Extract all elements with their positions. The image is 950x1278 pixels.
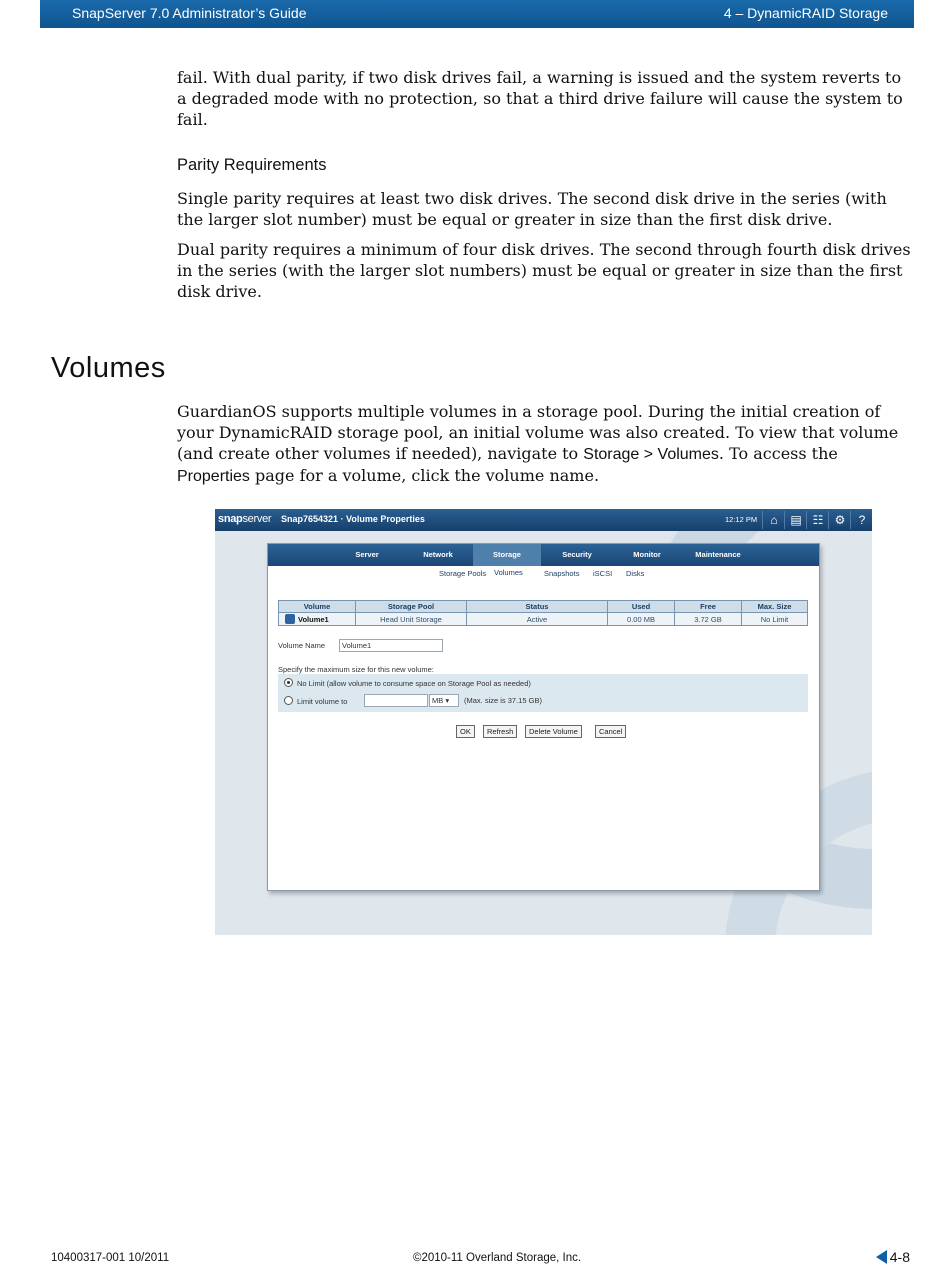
- unit-select[interactable]: MB ▾: [429, 694, 459, 707]
- refresh-button[interactable]: Refresh: [483, 725, 517, 738]
- col-status: Status: [467, 601, 608, 613]
- app-top-bar: [215, 509, 872, 531]
- volume-name-label: Volume Name: [278, 641, 326, 650]
- network-icon[interactable]: ☷: [806, 511, 829, 529]
- volume-name-input[interactable]: Volume1: [339, 639, 443, 652]
- subnav-volumes[interactable]: Volumes: [494, 568, 523, 577]
- volumes-table: [278, 600, 808, 626]
- app-title: Snap7654321 · Volume Properties: [281, 514, 425, 524]
- limit-volume-option[interactable]: Limit volume to: [284, 696, 347, 706]
- no-limit-option[interactable]: No Limit (allow volume to consume space on Storage Pool as needed): [284, 678, 531, 688]
- ok-button[interactable]: OK: [456, 725, 475, 738]
- header-guide-title: SnapServer 7.0 Administrator’s Guide: [72, 5, 307, 21]
- col-free: Free: [675, 601, 742, 613]
- paragraph-fail: [177, 67, 912, 139]
- storage-volumes-path: Storage > Volumes: [583, 446, 719, 463]
- page-number: 4-8: [876, 1249, 910, 1265]
- volumes-text-a: GuardianOS supports multiple volumes in a storage pool. During the initial creation of your DynamicRAID storage pool, an initial volume was also created. To view that volume (and create other volumes if needed), navigate to: [177, 402, 899, 463]
- subnav-storage-pools[interactable]: Storage Pools: [439, 569, 487, 578]
- delete-volume-button[interactable]: Delete Volume: [525, 725, 582, 738]
- paragraph-single-parity: Single parity requires at least two disk drives. The second disk drive in the series (with the larger slot number) must be equal or greater in size than the first disk drive.: [177, 189, 887, 229]
- radio-unselected-icon[interactable]: [284, 696, 293, 705]
- tab-network[interactable]: Network: [423, 550, 453, 559]
- status-cell: Active: [467, 613, 608, 626]
- paragraph-dual-parity: Dual parity requires a minimum of four disk drives. The second through fourth disk drives in the series (with the larger slot numbers) must be equal or greater in size than the first disk drive.: [177, 240, 911, 301]
- col-storage-pool: Storage Pool: [356, 601, 467, 613]
- storage-pool-cell: Head Unit Storage: [356, 613, 467, 626]
- paragraph-volumes: [177, 401, 912, 496]
- tab-server[interactable]: Server: [355, 550, 379, 559]
- snapserver-logo: snapserver: [218, 513, 272, 525]
- paragraph-fail-text: fail. With dual parity, if two disk drives fail, a warning is issued and the system reverts to a degraded mode with no protection, so that a third drive failure will cause the system to fail.: [177, 68, 903, 129]
- tab-monitor[interactable]: Monitor: [633, 550, 661, 559]
- subnav-disks[interactable]: Disks: [626, 569, 645, 578]
- gear-icon[interactable]: ⚙: [828, 511, 851, 529]
- volumes-heading: Volumes: [51, 352, 166, 384]
- tab-security[interactable]: Security: [562, 550, 592, 559]
- volumes-text-c: page for a volume, click the volume name.: [249, 466, 600, 485]
- cancel-button[interactable]: Cancel: [595, 725, 626, 738]
- max-size-note: (Max. size is 37.15 GB): [464, 696, 542, 705]
- col-max-size: Max. Size: [742, 601, 808, 613]
- footer-copyright: ©2010-11 Overland Storage, Inc.: [413, 1252, 582, 1264]
- properties-term: Properties: [177, 468, 250, 485]
- max-size-label: Specify the maximum size for this new volume:: [278, 665, 434, 674]
- used-cell: 0.00 MB: [608, 613, 675, 626]
- volume-properties-window: [267, 543, 820, 891]
- max-size-cell: No Limit: [742, 613, 808, 626]
- clock: 12:12 PM: [725, 515, 758, 524]
- volume-icon: [285, 614, 295, 624]
- home-icon[interactable]: ⌂: [762, 511, 785, 529]
- col-used: Used: [608, 601, 675, 613]
- help-icon[interactable]: ?: [850, 511, 872, 529]
- footer-doc-id: 10400317-001 10/2011: [51, 1252, 170, 1264]
- free-cell: 3.72 GB: [675, 613, 742, 626]
- volume-properties-screenshot: [215, 509, 872, 935]
- header-chapter-title: 4 – DynamicRAID Storage: [723, 5, 888, 21]
- limit-size-input[interactable]: [364, 694, 428, 707]
- subnav-iscsi[interactable]: iSCSI: [593, 569, 613, 578]
- parity-paragraphs: [177, 188, 912, 311]
- subnav-snapshots[interactable]: Snapshots: [544, 569, 580, 578]
- col-volume: Volume: [279, 601, 356, 613]
- volumes-text-b: . To access the: [718, 444, 838, 463]
- main-nav: [268, 544, 819, 566]
- parity-requirements-heading: Parity Requirements: [177, 156, 327, 174]
- table-header-row: [279, 601, 808, 613]
- table-row[interactable]: [279, 613, 808, 626]
- radio-selected-icon[interactable]: [284, 678, 293, 687]
- tab-storage[interactable]: Storage: [473, 544, 541, 566]
- storage-icon[interactable]: ▤: [784, 511, 807, 529]
- tab-maintenance[interactable]: Maintenance: [695, 550, 741, 559]
- previous-page-icon[interactable]: [876, 1250, 887, 1264]
- running-header: [40, 0, 914, 28]
- volume-name-cell[interactable]: Volume1: [279, 613, 356, 626]
